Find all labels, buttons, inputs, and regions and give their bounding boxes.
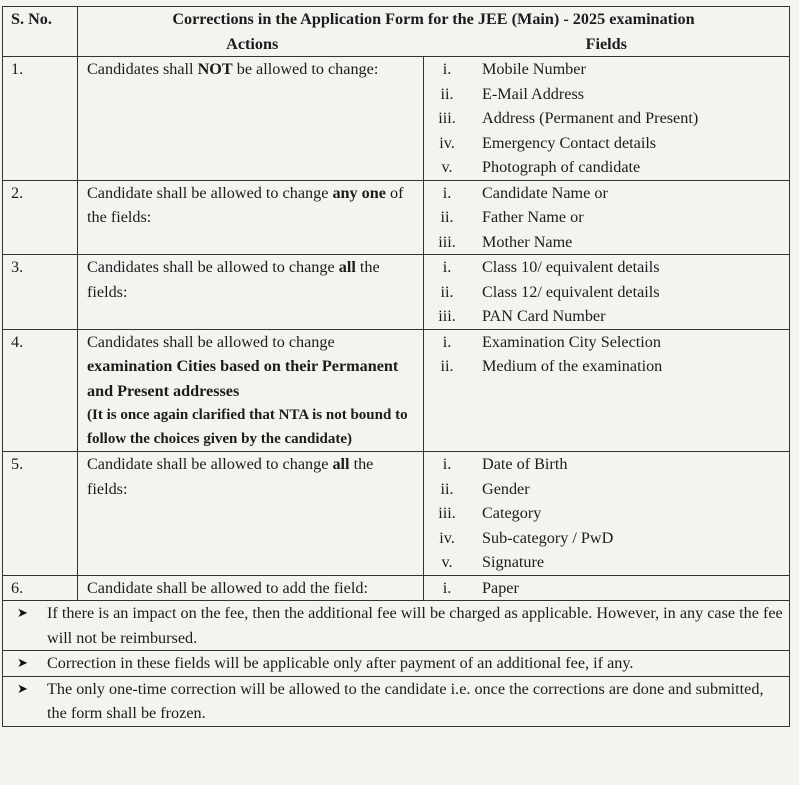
fields-header: Fields (424, 32, 790, 57)
field-numeral: iv. (439, 133, 455, 152)
field-numeral: i. (442, 455, 452, 473)
field-numeral: ii. (440, 282, 454, 301)
table-row (3, 452, 790, 576)
field-name: Address (Permanent and Present) (482, 109, 699, 127)
action-text: Candidate shall be allowed to change (87, 455, 333, 473)
field-name: PAN Card Number (482, 307, 606, 325)
field-numeral: v. (441, 553, 453, 571)
row-number: 1. (3, 57, 78, 181)
action-text: all (332, 455, 350, 473)
action-text: of the fields: (87, 183, 404, 226)
row-action (78, 57, 424, 181)
field-name: Mobile Number (482, 60, 586, 78)
field-numeral: iii. (438, 307, 456, 325)
table-title: Corrections in the Application Form for the JEE (Main) - 2025 examination (78, 7, 790, 32)
row-fields (424, 575, 790, 601)
row-action (78, 575, 424, 601)
list-item (424, 354, 789, 379)
field-name: Gender (482, 479, 530, 498)
list-item (424, 106, 789, 131)
list-item (424, 205, 789, 230)
field-name: Photograph of candidate (482, 158, 641, 176)
action-text: NOT (197, 60, 233, 78)
action-text: Candidates shall be allowed to change (87, 332, 335, 351)
action-text: the fields: (87, 258, 380, 301)
list-item (424, 181, 789, 206)
list-item (424, 330, 789, 355)
actions-header: Actions (78, 32, 424, 57)
list-item (424, 230, 789, 255)
table-row (3, 255, 790, 330)
field-numeral: iii. (438, 232, 456, 251)
field-name: Sub-category / PwD (482, 528, 614, 547)
row-fields (424, 255, 790, 330)
row-number: 4. (3, 329, 78, 452)
row-number: 5. (3, 452, 78, 576)
field-name: Candidate Name or (482, 183, 608, 202)
list-item (424, 82, 789, 107)
action-text: Candidates shall (87, 60, 198, 78)
note-cell (3, 676, 790, 726)
field-name: Signature (482, 553, 545, 571)
field-numeral: ii. (440, 84, 454, 103)
table-row (3, 329, 790, 452)
field-name: Date of Birth (482, 455, 568, 473)
field-numeral: i. (442, 258, 452, 276)
list-item (424, 131, 789, 156)
list-item (424, 501, 789, 526)
arrow-bullet-icon: ➤ (17, 605, 28, 620)
field-numeral: ii. (440, 479, 454, 498)
field-name: Father Name or (482, 208, 584, 226)
action-text: all (338, 258, 356, 276)
row-action (78, 180, 424, 255)
list-item (424, 280, 789, 305)
action-text: be allowed to change: (232, 60, 379, 78)
list-item (424, 576, 789, 601)
row-number: 3. (3, 255, 78, 330)
field-name: E-Mail Address (482, 84, 585, 103)
action-text: any one (332, 183, 386, 202)
field-name: Paper (482, 578, 519, 597)
table-header-row (3, 7, 790, 32)
field-numeral: i. (442, 332, 452, 351)
action-text: Candidate shall be allowed to change (87, 183, 333, 202)
sno-header: S. No. (3, 7, 78, 57)
list-item (424, 452, 789, 477)
action-note: (It is once again clarified that NTA is not bound to follow the choices given by the candidate) (87, 407, 408, 447)
list-item (424, 550, 789, 575)
field-numeral: i. (442, 60, 452, 78)
action-text: the fields: (87, 455, 374, 498)
row-fields (424, 452, 790, 576)
field-numeral: ii. (440, 208, 454, 226)
list-item (424, 304, 789, 329)
arrow-bullet-icon: ➤ (17, 655, 28, 670)
note-row (3, 601, 790, 651)
row-action (78, 452, 424, 576)
note-text: If there is an impact on the fee, then the additional fee will be charged as applicable. However, in any case the fee will not be reimbursed. (47, 604, 783, 647)
table-row (3, 575, 790, 601)
action-text: Candidate shall be allowed to add the field: (87, 578, 368, 597)
field-numeral: iii. (438, 109, 456, 127)
action-text: examination Cities based on their Permanent and Present addresses (87, 357, 399, 400)
field-numeral: v. (441, 158, 453, 176)
row-number: 6. (3, 575, 78, 601)
field-name: Examination City Selection (482, 332, 661, 351)
field-name: Category (482, 504, 542, 522)
table-subheader-row (3, 32, 790, 57)
field-name: Mother Name (482, 232, 573, 251)
field-name: Emergency Contact details (482, 133, 657, 152)
row-fields (424, 57, 790, 181)
note-cell (3, 651, 790, 677)
row-fields (424, 180, 790, 255)
note-cell (3, 601, 790, 651)
row-fields (424, 329, 790, 452)
list-item (424, 255, 789, 280)
arrow-bullet-icon: ➤ (17, 680, 28, 696)
table-row (3, 180, 790, 255)
field-numeral: ii. (440, 357, 454, 375)
note-text: The only one-time correction will be allowed to the candidate i.e. once the corrections are done and submitted, the form shall be frozen. (47, 679, 764, 722)
row-number: 2. (3, 180, 78, 255)
field-numeral: i. (442, 183, 452, 202)
list-item (424, 155, 789, 180)
list-item (424, 477, 789, 502)
table-row (3, 57, 790, 181)
note-text: Correction in these fields will be applicable only after payment of an additional fee, if any. (47, 654, 634, 672)
action-text: Candidates shall be allowed to change (87, 258, 339, 276)
field-name: Class 10/ equivalent details (482, 258, 660, 276)
field-numeral: i. (442, 578, 452, 597)
row-action (78, 255, 424, 330)
field-numeral: iv. (439, 528, 455, 547)
corrections-table (2, 6, 790, 727)
list-item (424, 526, 789, 551)
note-row (3, 651, 790, 677)
note-row (3, 676, 790, 726)
list-item (424, 57, 789, 82)
field-name: Medium of the examination (482, 357, 663, 375)
field-name: Class 12/ equivalent details (482, 282, 660, 301)
row-action (78, 329, 424, 452)
field-numeral: iii. (438, 504, 456, 522)
